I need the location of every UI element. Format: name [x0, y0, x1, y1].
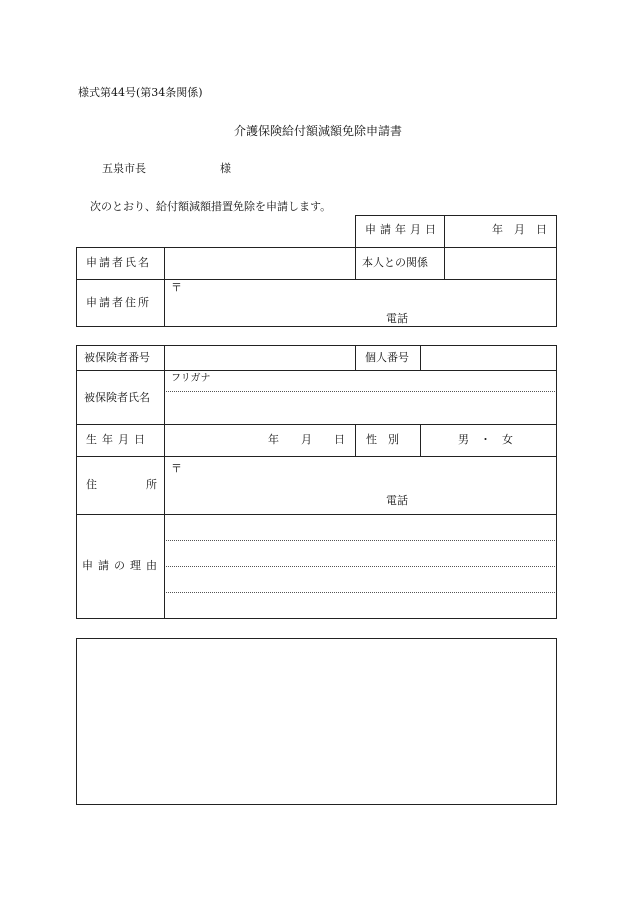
- insured-phone-label: 電話: [386, 494, 408, 507]
- personal-number-label: 個人番号: [365, 351, 409, 364]
- intro-text: 次のとおり、給付額減額措置免除を申請します。: [90, 200, 332, 213]
- honorific: 様: [220, 162, 231, 175]
- applicant-phone-label: 電話: [386, 312, 408, 325]
- insured-postal-mark: 〒: [171, 462, 182, 475]
- insured-address-field[interactable]: [166, 458, 555, 513]
- form-number: 様式第44号(第34条関係): [78, 86, 203, 99]
- insured-name-label: 被保険者氏名: [84, 391, 150, 404]
- furigana-label: フリガナ: [171, 373, 211, 384]
- furigana-field[interactable]: [166, 372, 555, 390]
- application-date-value[interactable]: 年 月 日: [492, 223, 547, 236]
- applicant-address-field[interactable]: [166, 281, 555, 325]
- birth-date-value[interactable]: 年 月 日: [268, 433, 345, 446]
- reason-label: 申請の理由: [82, 559, 162, 572]
- insured-number-field[interactable]: [166, 347, 354, 369]
- reason-field[interactable]: [166, 516, 555, 617]
- applicant-name-label: 申請者氏名: [86, 256, 151, 269]
- applicant-address-label: 申請者住所: [86, 296, 151, 309]
- personal-number-field[interactable]: [422, 347, 555, 369]
- relation-label: 本人との関係: [362, 256, 428, 269]
- sex-label: 性 別: [366, 433, 399, 446]
- application-date-label: 申請年月日: [365, 223, 440, 236]
- document-title: 介護保険給付額減額免除申請書: [234, 124, 403, 138]
- relation-field[interactable]: [446, 249, 555, 278]
- addressee: 五泉市長: [102, 162, 146, 175]
- birth-date-label: 生年月日: [86, 433, 150, 446]
- insured-number-label: 被保険者番号: [84, 351, 150, 364]
- office-use-box: [76, 638, 557, 805]
- applicant-name-field[interactable]: [166, 249, 354, 278]
- insured-address-label: 住 所: [86, 478, 161, 491]
- insured-name-field[interactable]: [166, 393, 555, 423]
- applicant-postal-mark: 〒: [171, 281, 182, 294]
- sex-options[interactable]: 男 ・ 女: [458, 433, 513, 446]
